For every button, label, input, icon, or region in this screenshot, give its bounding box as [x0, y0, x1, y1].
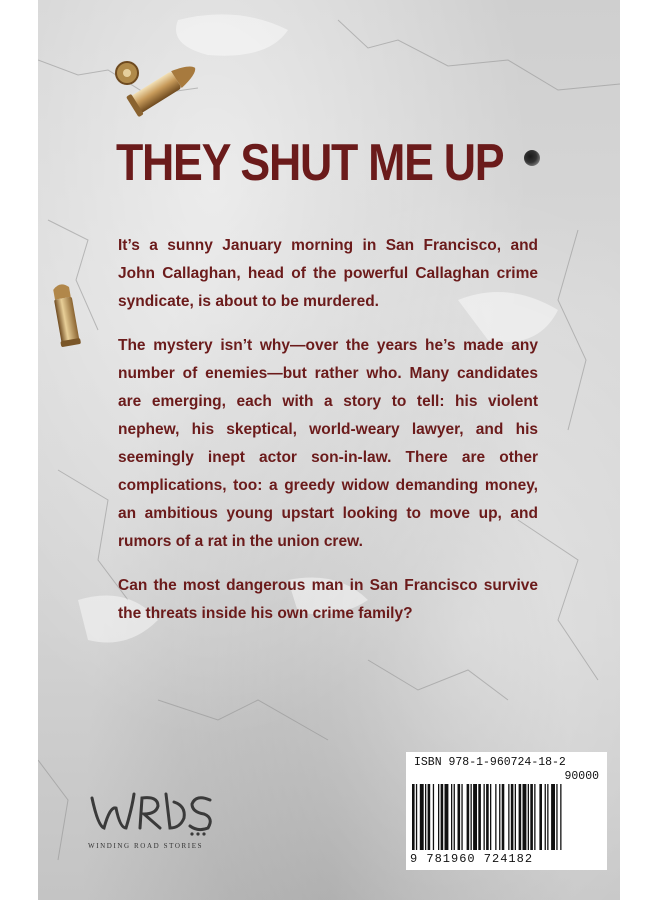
barcode-bar — [530, 784, 533, 850]
barcode-bar — [511, 784, 514, 850]
isbn-barcode — [406, 752, 607, 870]
barcode-bar — [433, 784, 434, 850]
barcode-bar — [502, 784, 505, 850]
barcode-bar — [547, 784, 548, 850]
ean-digits: 9 781960 724182 — [410, 852, 534, 866]
back-cover — [38, 0, 620, 900]
barcode-bar — [441, 784, 444, 850]
bullet-hole-icon — [524, 150, 540, 166]
price-code: 90000 — [564, 770, 599, 783]
barcode-bar — [451, 784, 452, 850]
barcode-bar — [484, 784, 485, 850]
bullet-icon — [110, 56, 210, 126]
publisher-logo-mark — [88, 788, 218, 840]
barcode-bar — [486, 784, 489, 850]
barcode-bar — [551, 784, 555, 850]
barcode-bar — [508, 784, 509, 850]
isbn-text: ISBN 978-1-960724-18-2 — [414, 756, 566, 769]
barcode-bar — [471, 784, 472, 850]
barcode-bar — [490, 784, 491, 850]
barcode-bar — [445, 784, 449, 850]
barcode-bar — [478, 784, 481, 850]
blurb-paragraph: It’s a sunny January morning in San Francisco, and John Callaghan, head of the powerful Callaghan crime syndicate, is about to be murdered. — [118, 237, 538, 310]
barcode-bar — [454, 784, 455, 850]
barcode-bar — [467, 784, 470, 850]
barcode-bar — [539, 784, 542, 850]
barcode-bar — [420, 784, 424, 850]
barcode-bars — [412, 784, 600, 854]
barcode-bar — [473, 784, 477, 850]
barcode-bar — [425, 784, 426, 850]
barcode-bar — [458, 784, 461, 850]
barcode-bar — [499, 784, 500, 850]
barcode-bar — [556, 784, 557, 850]
blurb-paragraph: Can the most dangerous man in San Francisco survive the threats inside his own crime family? — [118, 577, 538, 622]
bullet-icon — [46, 280, 86, 352]
blurb-paragraph: The mystery isn’t why—over the years he’s made any number of enemies—but rather who. Many candidates are emerging, each with a story to tell: his violent nephew, his skeptical, world-weary lawyer, and his seemingly inept actor son-in-law. There are other complications, too: a greedy widow demanding money, an ambitious young upstart looking to move up, and rumors of a rat in the union crew. — [118, 337, 538, 550]
barcode-bar — [495, 784, 496, 850]
barcode-bar — [519, 784, 522, 850]
publisher-tagline: WINDING ROAD STORIES — [88, 842, 204, 850]
barcode-bar — [461, 784, 462, 850]
barcode-bar — [534, 784, 535, 850]
barcode-bar — [528, 784, 529, 850]
barcode-bar — [412, 784, 415, 850]
barcode-bar — [438, 784, 439, 850]
barcode-bar — [416, 784, 417, 850]
barcode-bar — [545, 784, 546, 850]
blurb — [118, 232, 538, 644]
barcode-bar — [515, 784, 516, 850]
barcode-bar — [560, 784, 561, 850]
barcode-bar — [523, 784, 527, 850]
book-title: THEY SHUT ME UP — [116, 134, 504, 192]
publisher-logo — [88, 788, 218, 845]
barcode-bar — [428, 784, 431, 850]
